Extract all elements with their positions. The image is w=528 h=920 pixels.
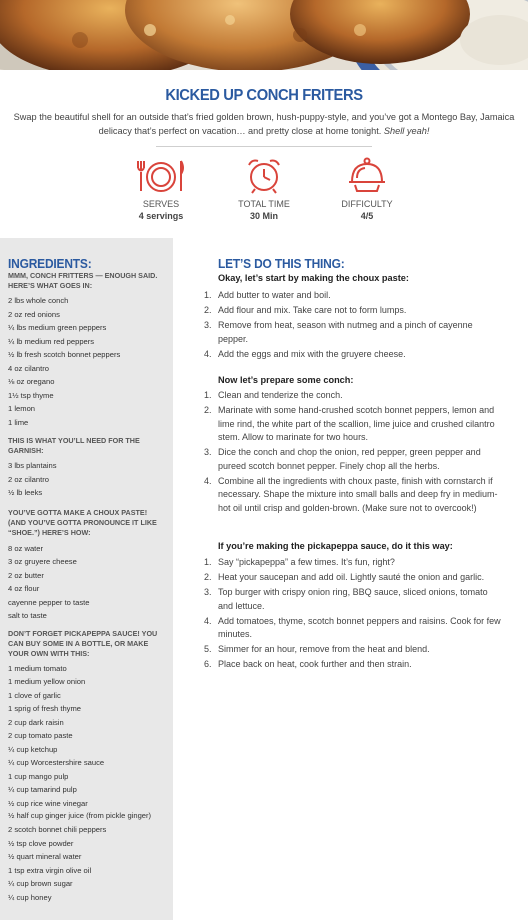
steps-pickapeppa: [204, 556, 504, 673]
ingredient-item: ½ quart mineral water: [8, 852, 82, 862]
stat-serves: [111, 156, 211, 221]
steps-conch: [204, 389, 504, 517]
hero-food-photo: [0, 0, 528, 70]
step-item: 6. Place back on heat, cook further and then strain.: [204, 658, 504, 672]
ingredient-group-pickapeppa: [8, 629, 164, 904]
ingredients-title: INGREDIENTS:: [8, 256, 92, 271]
step-text: Marinate with some hand-crushed scotch bonnet peppers, lemon and lime rind, the white part of the scallion, lime juice and crushed cilantro stem. Allow to marinate for two hours.: [218, 405, 495, 442]
ingredient-item: ¼ cup brown sugar: [8, 879, 73, 889]
instructions-section-heading: Now let’s prepare some conch:: [218, 375, 354, 385]
step-text: Place back on heat, cook further and then strain.: [218, 659, 412, 669]
instructions-title: LET’S DO THIS THING:: [218, 256, 345, 271]
ingredient-group-fritters: [8, 271, 164, 429]
clock-icon: [214, 156, 314, 194]
ingredient-item: ¼ cup Worcestershire sauce: [8, 758, 105, 768]
step-text: Add butter to water and boil.: [218, 290, 331, 300]
stat-value: 4/5: [360, 211, 374, 221]
ingredient-group-heading: MMM, CONCH FRITTERS — ENOUGH SAID. HERE’S WHAT GOES IN:: [8, 271, 158, 291]
ingredient-group-garnish: [8, 436, 164, 500]
step-item: 1. Say “pickapeppa” a few times. It’s fun, right?: [204, 556, 504, 570]
ingredient-item: 8 oz water: [8, 543, 44, 553]
ingredient-item: 1 tsp extra virgin olive oil: [8, 865, 92, 875]
ingredient-item: ¼ cup ketchup: [8, 744, 58, 754]
ingredient-item: cayenne pepper to taste: [8, 597, 90, 607]
step-item: 3. Remove from heat, season with nutmeg and a pinch of cayenne pepper.: [204, 319, 504, 346]
stat-label: TOTAL TIME: [238, 199, 290, 209]
ingredient-item: ¼ cup tamarind pulp: [8, 785, 77, 795]
ingredient-item: ⅛ oz oregano: [8, 377, 55, 387]
step-item: 1. Add butter to water and boil.: [204, 289, 504, 303]
ingredient-item: ½ lb fresh scotch bonnet peppers: [8, 350, 121, 360]
ingredient-item: salt to taste: [8, 611, 47, 621]
ingredient-item: 1 medium yellow onion: [8, 677, 86, 687]
ingredient-item: 1 lime: [8, 417, 29, 427]
ingredient-item: 2 oz cilantro: [8, 474, 49, 484]
ingredient-item: ¼ lb medium red peppers: [8, 336, 95, 346]
ingredient-item: 2 oz butter: [8, 570, 44, 580]
step-text: Add tomatoes, thyme, scotch bonnet peppers and raisins. Cook for few minutes.: [218, 615, 501, 639]
ingredient-item: 1 clove of garlic: [8, 690, 61, 700]
step-item: 3. Dice the conch and chop the onion, red pepper, green pepper and pureed scotch bonnet pepper. Finely chop all the herbs.: [204, 446, 504, 473]
step-item: 2. Marinate with some hand-crushed scotch bonnet peppers, lemon and lime rind, the white part of the scallion, lime juice and crushed cilantro stem. Allow to marinate for two hours.: [204, 404, 504, 445]
step-item: 5. Simmer for an hour, remove from the heat and blend.: [204, 643, 504, 657]
ingredient-group-heading: DON’T FORGET PICKAPEPPA SAUCE! YOU CAN BUY SOME IN A BOTTLE, OR MAKE YOUR OWN WITH THIS:: [8, 629, 158, 659]
step-text: Clean and tenderize the conch.: [218, 390, 343, 400]
recipe-title: KICKED UP CONCH FRITERS: [165, 87, 363, 104]
ingredient-item: 4 oz flour: [8, 584, 40, 594]
divider: [156, 146, 372, 147]
ingredient-item: ½ tsp clove powder: [8, 838, 74, 848]
step-text: Say “pickapeppa” a few times. It’s fun, right?: [218, 557, 395, 567]
ingredient-item: 1 cup mango pulp: [8, 771, 69, 781]
ingredient-group-heading: YOU’VE GOTTA MAKE A CHOUX PASTE! (AND YOU’VE GOTTA PRONOUNCE IT LIKE “SHOE.”) HERE’S HOW:: [8, 508, 157, 538]
stat-difficulty: [317, 156, 417, 221]
ingredient-item: 2 oz red onions: [8, 309, 60, 319]
cloche-icon: [317, 156, 417, 194]
stat-label: DIFFICULTY: [341, 199, 393, 209]
intro-text: Swap the beautiful shell for an outside that’s fried golden brown, hush-puppy-style, and you’ve got a Montego Bay, Jamaica delicacy that’s perfect on vacation… and pretty close at home tonight.: [13, 112, 515, 136]
ingredient-item: 2 scotch bonnet chili peppers: [8, 825, 107, 835]
step-item: 2. Add flour and mix. Take care not to form lumps.: [204, 304, 504, 318]
ingredient-item: ¼ lbs medium green peppers: [8, 323, 107, 333]
step-item: 3. Top burger with crispy onion ring, BBQ sauce, sliced onions, tomato and lettuce.: [204, 586, 504, 613]
ingredient-item: 1½ tsp thyme: [8, 390, 54, 400]
instructions-section-heading: If you’re making the pickapeppa sauce, do it this way:: [218, 541, 453, 551]
ingredient-item: 4 oz cilantro: [8, 363, 49, 373]
stat-label: SERVES: [142, 199, 180, 209]
ingredient-item: ½ cup rice wine vinegar: [8, 798, 88, 808]
step-text: Heat your saucepan and add oil. Lightly sauté the onion and garlic.: [218, 572, 485, 582]
ingredient-item: 3 lbs plantains: [8, 461, 57, 471]
step-item: 1. Clean and tenderize the conch.: [204, 389, 504, 403]
ingredient-item: 1 medium tomato: [8, 663, 67, 673]
step-text: Dice the conch and chop the onion, red pepper, green pepper and pureed scotch bonnet pepper. Finely chop all the herbs.: [218, 447, 481, 471]
ingredient-group-choux: [8, 508, 164, 623]
stat-total-time: [214, 156, 314, 221]
step-text: Add the eggs and mix with the gruyere cheese.: [218, 348, 406, 359]
stat-value: 4 servings: [138, 211, 184, 221]
step-item: 4. Add tomatoes, thyme, scotch bonnet peppers and raisins. Cook for few minutes.: [204, 615, 504, 642]
ingredient-item: 1 lemon: [8, 404, 36, 414]
ingredient-item: 2 cup tomato paste: [8, 731, 73, 741]
recipe-intro: [6, 110, 522, 138]
ingredient-item: 2 lbs whole conch: [8, 296, 69, 306]
steps-choux: [204, 289, 504, 363]
step-text: Add flour and mix. Take care not to form lumps.: [218, 305, 407, 315]
step-text: Top burger with crispy onion ring, BBQ sauce, sliced onions, tomato and lettuce.: [218, 587, 488, 611]
ingredient-item: 2 cup dark raisin: [8, 717, 64, 727]
ingredient-item: 3 oz gruyere cheese: [8, 557, 77, 567]
ingredient-item: ½ lb leeks: [8, 488, 43, 498]
step-item: 4. Add the eggs and mix with the gruyere cheese.: [204, 348, 504, 362]
plate-icon: [111, 156, 211, 194]
step-text: Combine all the ingredients with choux paste, finish with cornstarch if necessary. Shape the mixture into small balls and deep fry in medium-hot oil until crisp and golden-brown. (Make sure not to overcook!): [218, 475, 498, 513]
instructions-section-heading: Okay, let’s start by making the choux paste:: [218, 273, 409, 283]
ingredient-item: ¼ cup honey: [8, 892, 52, 902]
step-text: Remove from heat, season with nutmeg and a pinch of cayenne pepper.: [218, 320, 473, 344]
step-text: Simmer for an hour, remove from the heat and blend.: [218, 644, 430, 654]
stat-value: 30 Min: [249, 211, 278, 221]
intro-tagline: Shell yeah!: [383, 126, 430, 136]
ingredient-group-heading: THIS IS WHAT YOU’LL NEED FOR THE GARNISH:: [8, 436, 140, 456]
step-item: 4. Combine all the ingredients with choux paste, finish with cornstarch if necessary. Shape the mixture into small balls and deep fry in medium-hot oil until crisp and golden-brown. (Make sure not to overcook!): [204, 475, 504, 516]
step-item: 2. Heat your saucepan and add oil. Lightly sauté the onion and garlic.: [204, 571, 504, 585]
ingredient-item: 1 sprig of fresh thyme: [8, 704, 82, 714]
ingredient-item: ½ half cup ginger juice (from pickle ginger): [8, 811, 152, 821]
